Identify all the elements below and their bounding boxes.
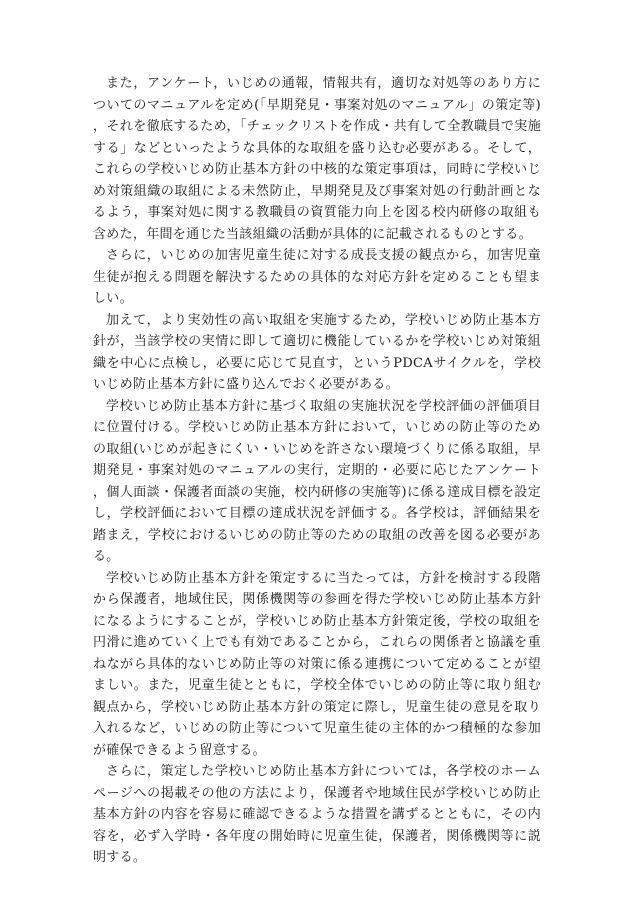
paragraph-publication: さらに，策定した学校いじめ防止基本方針については，各学校のホームページへの掲載その他の方法により，保護者や地域住民が学校いじめ防止基本方針の内容を容易に確認できるような措置を講ずるとともに，その内容を，必ず入学時・各年度の開始時に児童生徒，保護者，関係機関等に説明する。 bbox=[93, 764, 541, 865]
paragraph-pdca: 加えて，より実効性の高い取組を実施するため，学校いじめ防止基本方針が，当該学校の実情に即して適切に機能しているかを学校いじめ対策組織を中心に点検し，必要に応じて見直す，というPDCAサイクルを，学校いじめ防止基本方針に盛り込んでおく必要がある。 bbox=[93, 312, 541, 392]
document-body bbox=[93, 73, 541, 869]
paragraph-growth-support: さらに，いじめの加害児童生徒に対する成長支援の観点から，加害児童生徒が抱える問題を解決するための具体的な対応方針を定めることも望ましい。 bbox=[93, 248, 541, 306]
paragraph-stakeholders: 学校いじめ防止基本方針を策定するに当たっては，方針を検討する段階から保護者，地域住民，関係機関等の参画を得た学校いじめ防止基本方針になるようにすることが，学校いじめ防止基本方針策定後，学校の取組を円滑に進めていく上でも有効であることから，これらの関係者と協議を重ねながら具体的ないじめ防止等の対策に係る連携について定めることが望ましい。また，児童生徒とともに，学校全体でいじめの防止等に取り組む観点から，学校いじめ防止基本方針の策定に際し，児童生徒の意見を取り入れるなど，いじめの防止等について児童生徒の主体的かつ積極的な参加が確保できるよう留意する。 bbox=[93, 570, 541, 758]
paragraph-manual: また，アンケート，いじめの通報，情報共有，適切な対処等のあり方についてのマニュアルを定め(「早期発見・事案対処のマニュアル」の策定等)，それを徹底するため，「チェックリストを作成・共有して全教職員で実施する」などといったような具体的な取組を盛り込む必要がある。そして，これらの学校いじめ防止基本方針の中核的な策定事項は，同時に学校いじめ対策組織の取組による未然防止，早期発見及び事案対処の行動計画となるよう，事案対処に関する教職員の資質能力向上を図る校内研修の取組も含めた，年間を通じた当該組織の活動が具体的に記載されるものとする。 bbox=[93, 76, 541, 242]
paragraph-school-evaluation: 学校いじめ防止基本方針に基づく取組の実施状況を学校評価の評価項目に位置付ける。学校いじめ防止基本方針において，いじめの防止等のための取組(いじめが起きにくい・いじめを許さない環境づくりに係る取組，早期発見・事案対処のマニュアルの実行，定期的・必要に応じたアンケート，個人面談・保護者面談の実施，校内研修の実施等)に係る達成目標を設定し，学校評価において目標の達成状況を評価する。各学校は，評価結果を踏まえ，学校におけるいじめの防止等のための取組の改善を図る必要がある。 bbox=[93, 398, 541, 564]
